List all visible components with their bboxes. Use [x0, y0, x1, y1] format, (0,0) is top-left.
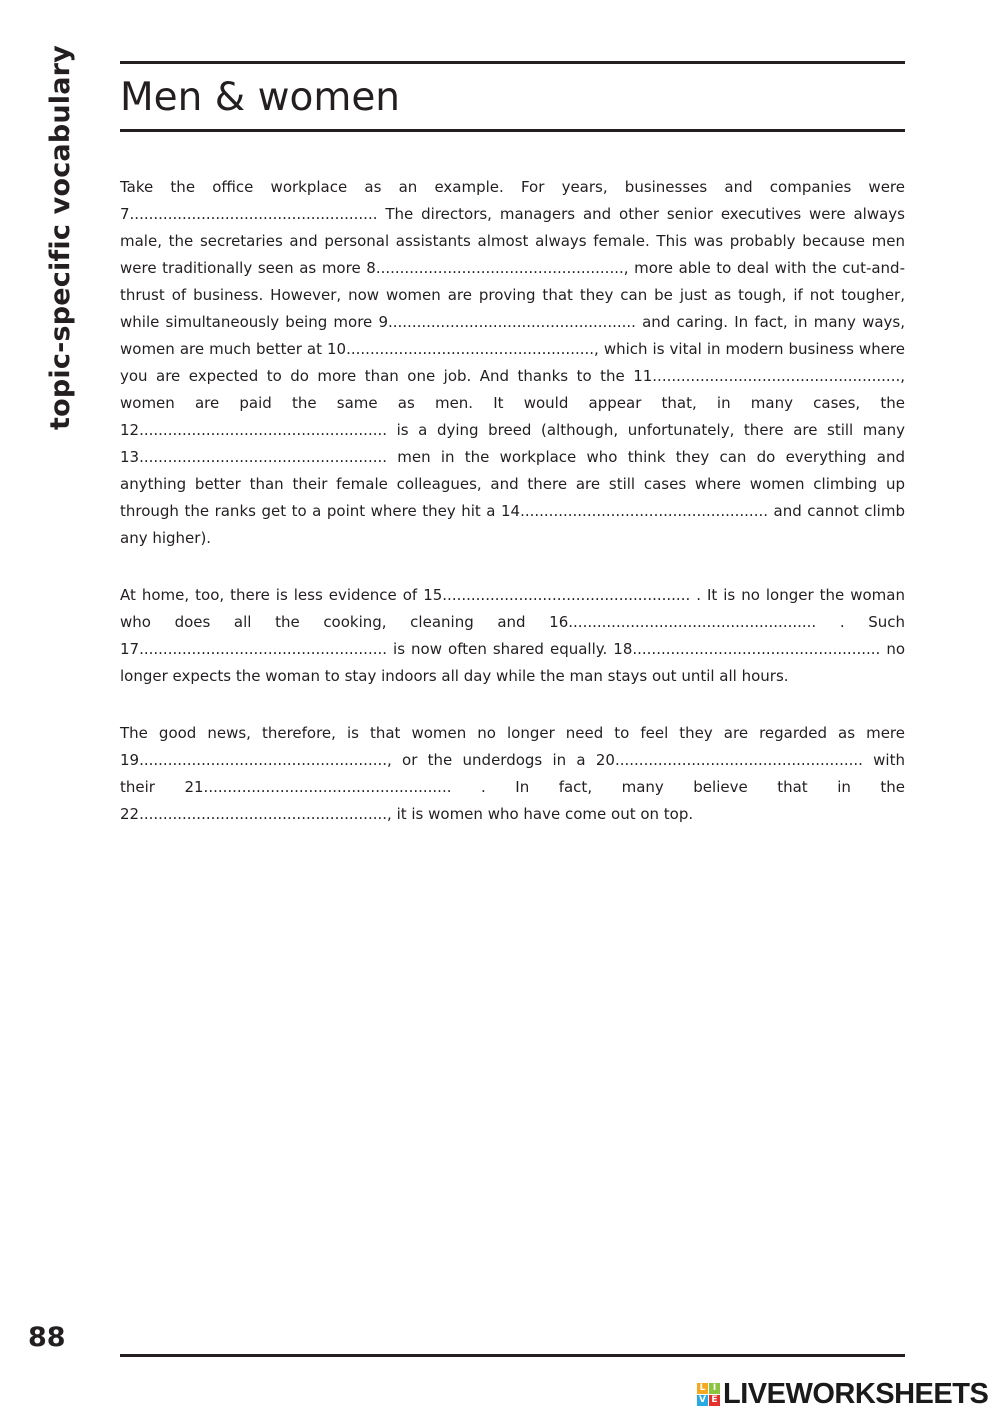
- logo-mark-icon: [697, 1383, 720, 1406]
- section-side-label: [37, 44, 83, 430]
- bottom-rule: [120, 1354, 905, 1357]
- logo-mark-letter: L: [697, 1383, 708, 1394]
- top-rule: [120, 61, 905, 64]
- paragraph-home: At home, too, there is less evidence of 15.................................................... . It is no longer the woman who does all the cooking, cleaning and 16.................................................... . Such 17.................................................... is now often shared equally. 18.................................................... no longer expects the woman to stay indoors all day while the man stays out until all hours.: [120, 586, 905, 685]
- article-body: [120, 174, 905, 828]
- logo-text: LIVEWORKSHEETS: [723, 1377, 989, 1410]
- paragraph-office: Take the office workplace as an example. For years, businesses and companies were 7.................................................... The directors, managers and other senior executives were always male, the secretaries and personal assistants almost always female. This was probably because men were traditionally seen as more 8...................................................., more able to deal with the cut-and-thrust of business. However, now women are proving that they can be just as tough, if not tougher, while simultaneously being more 9.................................................... and caring. In fact, in many ways, women are much better at 10...................................................., which is vital in modern business where you are expected to do more than one job. And thanks to the 11...................................................., women are paid the same as men. It would appear that, in many cases, the 12.................................................... is a dying breed (although, unfortunately, there are still many 13.................................................... men in the workplace who think they can do everything and anything better than their female colleagues, and there are still cases where women climbing up through the ranks get to a point where they hit a 14.................................................... and cannot climb any higher).: [120, 178, 905, 547]
- page-title: Men & women: [120, 75, 401, 120]
- page-number: 88: [28, 1322, 66, 1353]
- side-label-text: topic-specific vocabulary: [44, 44, 76, 430]
- liveworksheets-logo[interactable]: [697, 1377, 989, 1410]
- title-rule: [120, 129, 905, 132]
- logo-mark-letter: E: [709, 1395, 720, 1406]
- logo-mark-letter: I: [709, 1383, 720, 1394]
- paragraph-conclusion: The good news, therefore, is that women no longer need to feel they are regarded as mere 19...................................................., or the underdogs in a 20.................................................... with their 21.................................................... . In fact, many believe that in the 22...................................................., it is women who have come out on top.: [120, 724, 905, 823]
- logo-mark-letter: V: [697, 1395, 708, 1406]
